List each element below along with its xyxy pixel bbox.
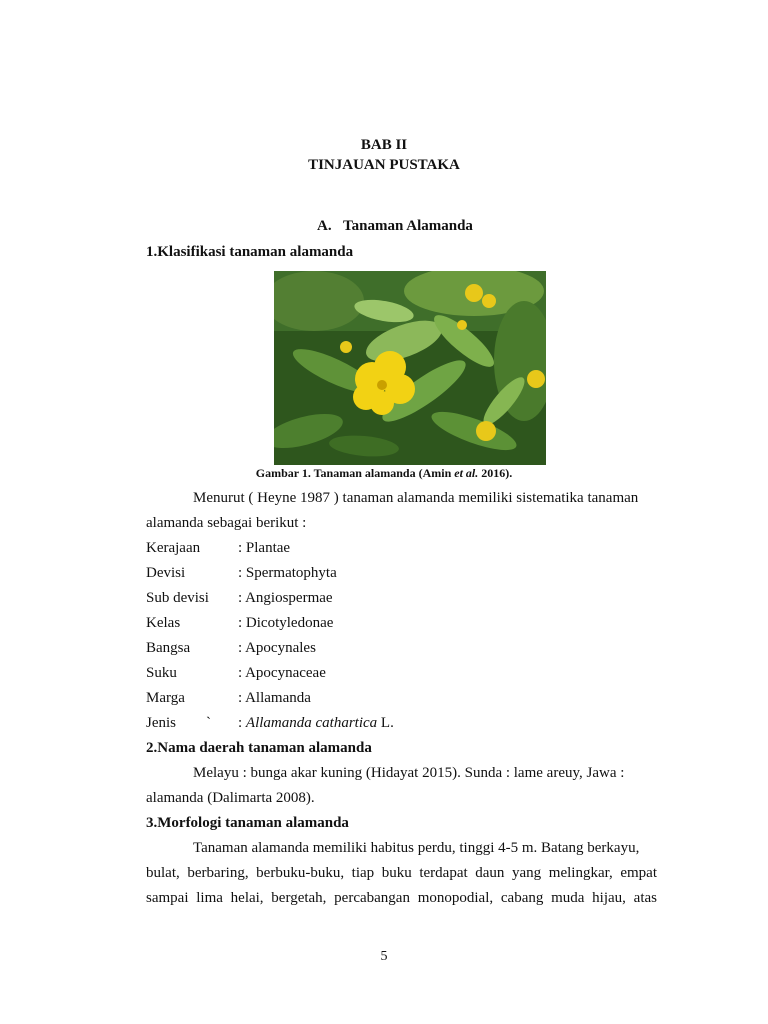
classification-key: Jenis [146,715,176,731]
species-name: Allamanda cathartica [245,715,378,731]
classification-value: : Dicotyledonae [238,615,334,631]
species-author: L. [377,715,394,731]
classification-row [146,540,290,557]
paragraph-3-line-3: sampai lima helai, bergetah, percabangan monopodial, cabang muda hijau, atas [146,890,657,906]
stray-mark: ` [206,715,211,731]
section-letter: A. [317,218,332,234]
subheading-morfologi: 3.Morfologi tanaman alamanda [146,815,349,831]
classification-key: Suku [146,665,177,681]
classification-row [146,590,333,607]
classification-value: : Apocynaceae [238,665,326,681]
classification-row [146,565,337,582]
page-number: 5 [380,949,388,964]
classification-value: : Apocynales [238,640,316,656]
classification-key: Bangsa [146,640,191,656]
subheading-nama-daerah: 2.Nama daerah tanaman alamanda [146,740,372,756]
classification-key: Kelas [146,615,181,631]
figure-caption [0,466,768,481]
section-title: Tanaman Alamanda [343,218,473,234]
classification-key: Marga [146,690,185,706]
classification-value: : Spermatophyta [238,565,337,581]
paragraph-1-line-1: Menurut ( Heyne 1987 ) tanaman alamanda memiliki sistematika tanaman [193,490,639,506]
figure-caption-text: Gambar 1. Tanaman alamanda (Amin [255,466,455,480]
figure-caption-etal: et al. [454,466,479,480]
classification-key: Kerajaan [146,540,201,556]
classification-key: Devisi [146,565,186,581]
paragraph-2-line-2: alamanda (Dalimarta 2008). [146,790,315,806]
classification-row [146,690,311,707]
classification-row [146,615,333,632]
paragraph-3-line-2: bulat, berbaring, berbuku-buku, tiap buku terdapat daun yang melingkar, empat [146,865,657,881]
classification-key: Sub devisi [146,590,209,606]
subheading-klasifikasi: 1.Klasifikasi tanaman alamanda [146,244,354,260]
paragraph-1-line-2: alamanda sebagai berikut : [146,515,307,531]
chapter-label: BAB II [360,137,408,153]
value-prefix: : [238,715,246,731]
classification-value: : Angiospermae [238,590,333,606]
classification-value: : Plantae [238,540,291,556]
classification-value [238,715,394,731]
chapter-title: TINJAUAN PUSTAKA [308,157,460,173]
classification-value: : Allamanda [238,690,311,706]
figure-caption-year: 2016). [478,466,513,480]
classification-row [146,640,316,657]
classification-row [146,665,326,682]
paragraph-2-line-1: Melayu : bunga akar kuning (Hidayat 2015). Sunda : lame areuy, Jawa : [193,765,625,781]
alamanda-plant-photo [274,271,546,465]
classification-row-jenis [146,715,394,732]
paragraph-3-line-1: Tanaman alamanda memiliki habitus perdu, tinggi 4-5 m. Batang berkayu, [193,840,640,856]
